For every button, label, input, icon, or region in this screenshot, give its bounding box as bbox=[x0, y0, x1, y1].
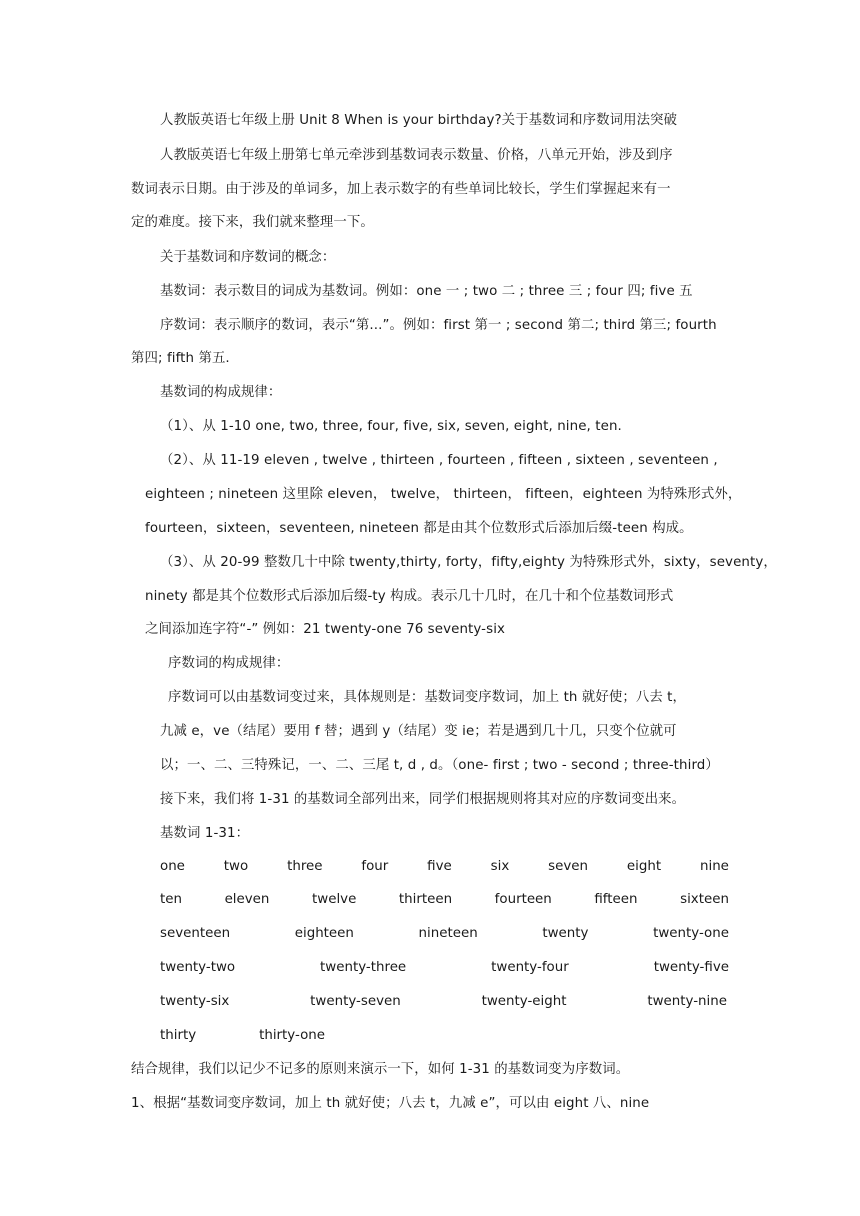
number-word: thirteen bbox=[398, 892, 453, 907]
number-word: six bbox=[490, 859, 510, 874]
number-word: twenty-one bbox=[653, 926, 729, 941]
number-word: twenty bbox=[542, 926, 589, 941]
number-word: twenty-two bbox=[160, 960, 236, 975]
intro-line-3: 定的难度。接下来，我们就来整理一下。 bbox=[131, 215, 374, 230]
number-word: twelve bbox=[312, 892, 357, 907]
number-word: seventeen bbox=[160, 926, 231, 941]
number-row-5 bbox=[160, 993, 727, 1011]
number-word: five bbox=[427, 859, 452, 874]
number-word: twenty-eight bbox=[481, 994, 567, 1009]
number-word: one bbox=[160, 859, 185, 874]
rule-3-line-1: （3）、从 20-99 整数几十中除 twenty,thirty, forty，fifty,eighty 为特殊形式外，sixty，seventy， bbox=[160, 555, 777, 570]
number-word: twenty-five bbox=[653, 960, 729, 975]
number-word: eleven bbox=[224, 892, 270, 907]
number-word: four bbox=[361, 859, 389, 874]
rule-2-line-3: fourteen，sixteen，seventeen, nineteen 都是由其个位数形式后添加后缀-teen 构成。 bbox=[145, 521, 693, 536]
number-word: fourteen bbox=[494, 892, 552, 907]
ordinal-definition-2: 第四; fifth 第五. bbox=[131, 351, 230, 366]
number-word: fifteen bbox=[594, 892, 638, 907]
number-row-4 bbox=[160, 959, 729, 977]
number-word: nine bbox=[699, 859, 729, 874]
combine-line: 结合规律，我们以记少不记多的原则来演示一下，如何 1-31 的基数词变为序数词。 bbox=[131, 1062, 630, 1077]
number-word: twenty-three bbox=[320, 960, 407, 975]
rule-2-line-2: eighteen ; nineteen 这里除 eleven， twelve， thirteen， fifteen，eighteen 为特殊形式外， bbox=[145, 487, 742, 502]
number-word: sixteen bbox=[680, 892, 729, 907]
number-word: eight bbox=[626, 859, 662, 874]
intro-line-1: 人教版英语七年级上册第七单元牵涉到基数词表示数量、价格，八单元开始，涉及到序 bbox=[160, 148, 673, 163]
list-heading: 基数词 1-31： bbox=[160, 826, 250, 841]
ordinal-definition-1: 序数词：表示顺序的数词，表示“第...”。例如：first 第一 ; second 第二; third 第三; fourth bbox=[160, 318, 717, 333]
number-row-3 bbox=[160, 925, 729, 943]
number-row-2 bbox=[160, 891, 729, 909]
number-word: thirty-one bbox=[259, 1028, 325, 1043]
number-row-1 bbox=[160, 858, 729, 876]
number-word: three bbox=[287, 859, 323, 874]
number-word: ten bbox=[160, 892, 182, 907]
number-row-6 bbox=[160, 1027, 325, 1045]
number-word: twenty-four bbox=[491, 960, 569, 975]
cardinal-rules-heading: 基数词的构成规律： bbox=[160, 385, 282, 400]
ordinal-rules-line-1: 序数词可以由基数词变过来，具体规则是：基数词变序数词，加上 th 就好使；八去 t， bbox=[168, 690, 687, 705]
number-word: twenty-nine bbox=[647, 994, 727, 1009]
ordinal-rules-heading: 序数词的构成规律： bbox=[168, 656, 290, 671]
number-word: thirty bbox=[160, 1028, 197, 1043]
next-step: 接下来，我们将 1-31 的基数词全部列出来，同学们根据规则将其对应的序数词变出来。 bbox=[160, 792, 686, 807]
number-word: twenty-seven bbox=[310, 994, 401, 1009]
cardinal-definition: 基数词：表示数目的词成为基数词。例如：one 一 ; two 二 ; three 三 ; four 四; five 五 bbox=[160, 284, 693, 299]
ordinal-rules-line-2: 九减 e，ve（结尾）要用 f 替；遇到 y（结尾）变 ie；若是遇到几十几，只变个位就可 bbox=[160, 724, 677, 739]
rule-3-line-2: ninety 都是其个位数形式后添加后缀-ty 构成。表示几十几时，在几十和个位基数词形式 bbox=[145, 589, 674, 604]
rule-2-line-1: （2）、从 11-19 eleven , twelve , thirteen , fourteen , fifteen , sixteen , seventeen , bbox=[160, 453, 718, 468]
rule-3-line-3: 之间添加连字符“-” 例如：21 twenty-one 76 seventy-six bbox=[145, 622, 506, 637]
number-word: seven bbox=[548, 859, 589, 874]
number-word: nineteen bbox=[418, 926, 478, 941]
number-word: twenty-six bbox=[160, 994, 230, 1009]
number-word: two bbox=[223, 859, 249, 874]
page-title: 人教版英语七年级上册 Unit 8 When is your birthday?关于基数词和序数词用法突破 bbox=[160, 113, 678, 128]
ordinal-rules-line-3: 以；一、二、三特殊记，一、二、三尾 t, d , d。（one- first ; two - second ; three-third） bbox=[160, 758, 719, 773]
concept-heading: 关于基数词和序数词的概念： bbox=[160, 250, 336, 265]
intro-line-2: 数词表示日期。由于涉及的单词多，加上表示数字的有些单词比较长，学生们掌握起来有一 bbox=[131, 182, 671, 197]
number-word: eighteen bbox=[294, 926, 354, 941]
step-1-line: 1、根据“基数词变序数词，加上 th 就好使；八去 t，九减 e”，可以由 eight 八、nine bbox=[131, 1096, 650, 1111]
rule-1: （1）、从 1-10 one, two, three, four, five, six, seven, eight, nine, ten. bbox=[160, 419, 622, 434]
